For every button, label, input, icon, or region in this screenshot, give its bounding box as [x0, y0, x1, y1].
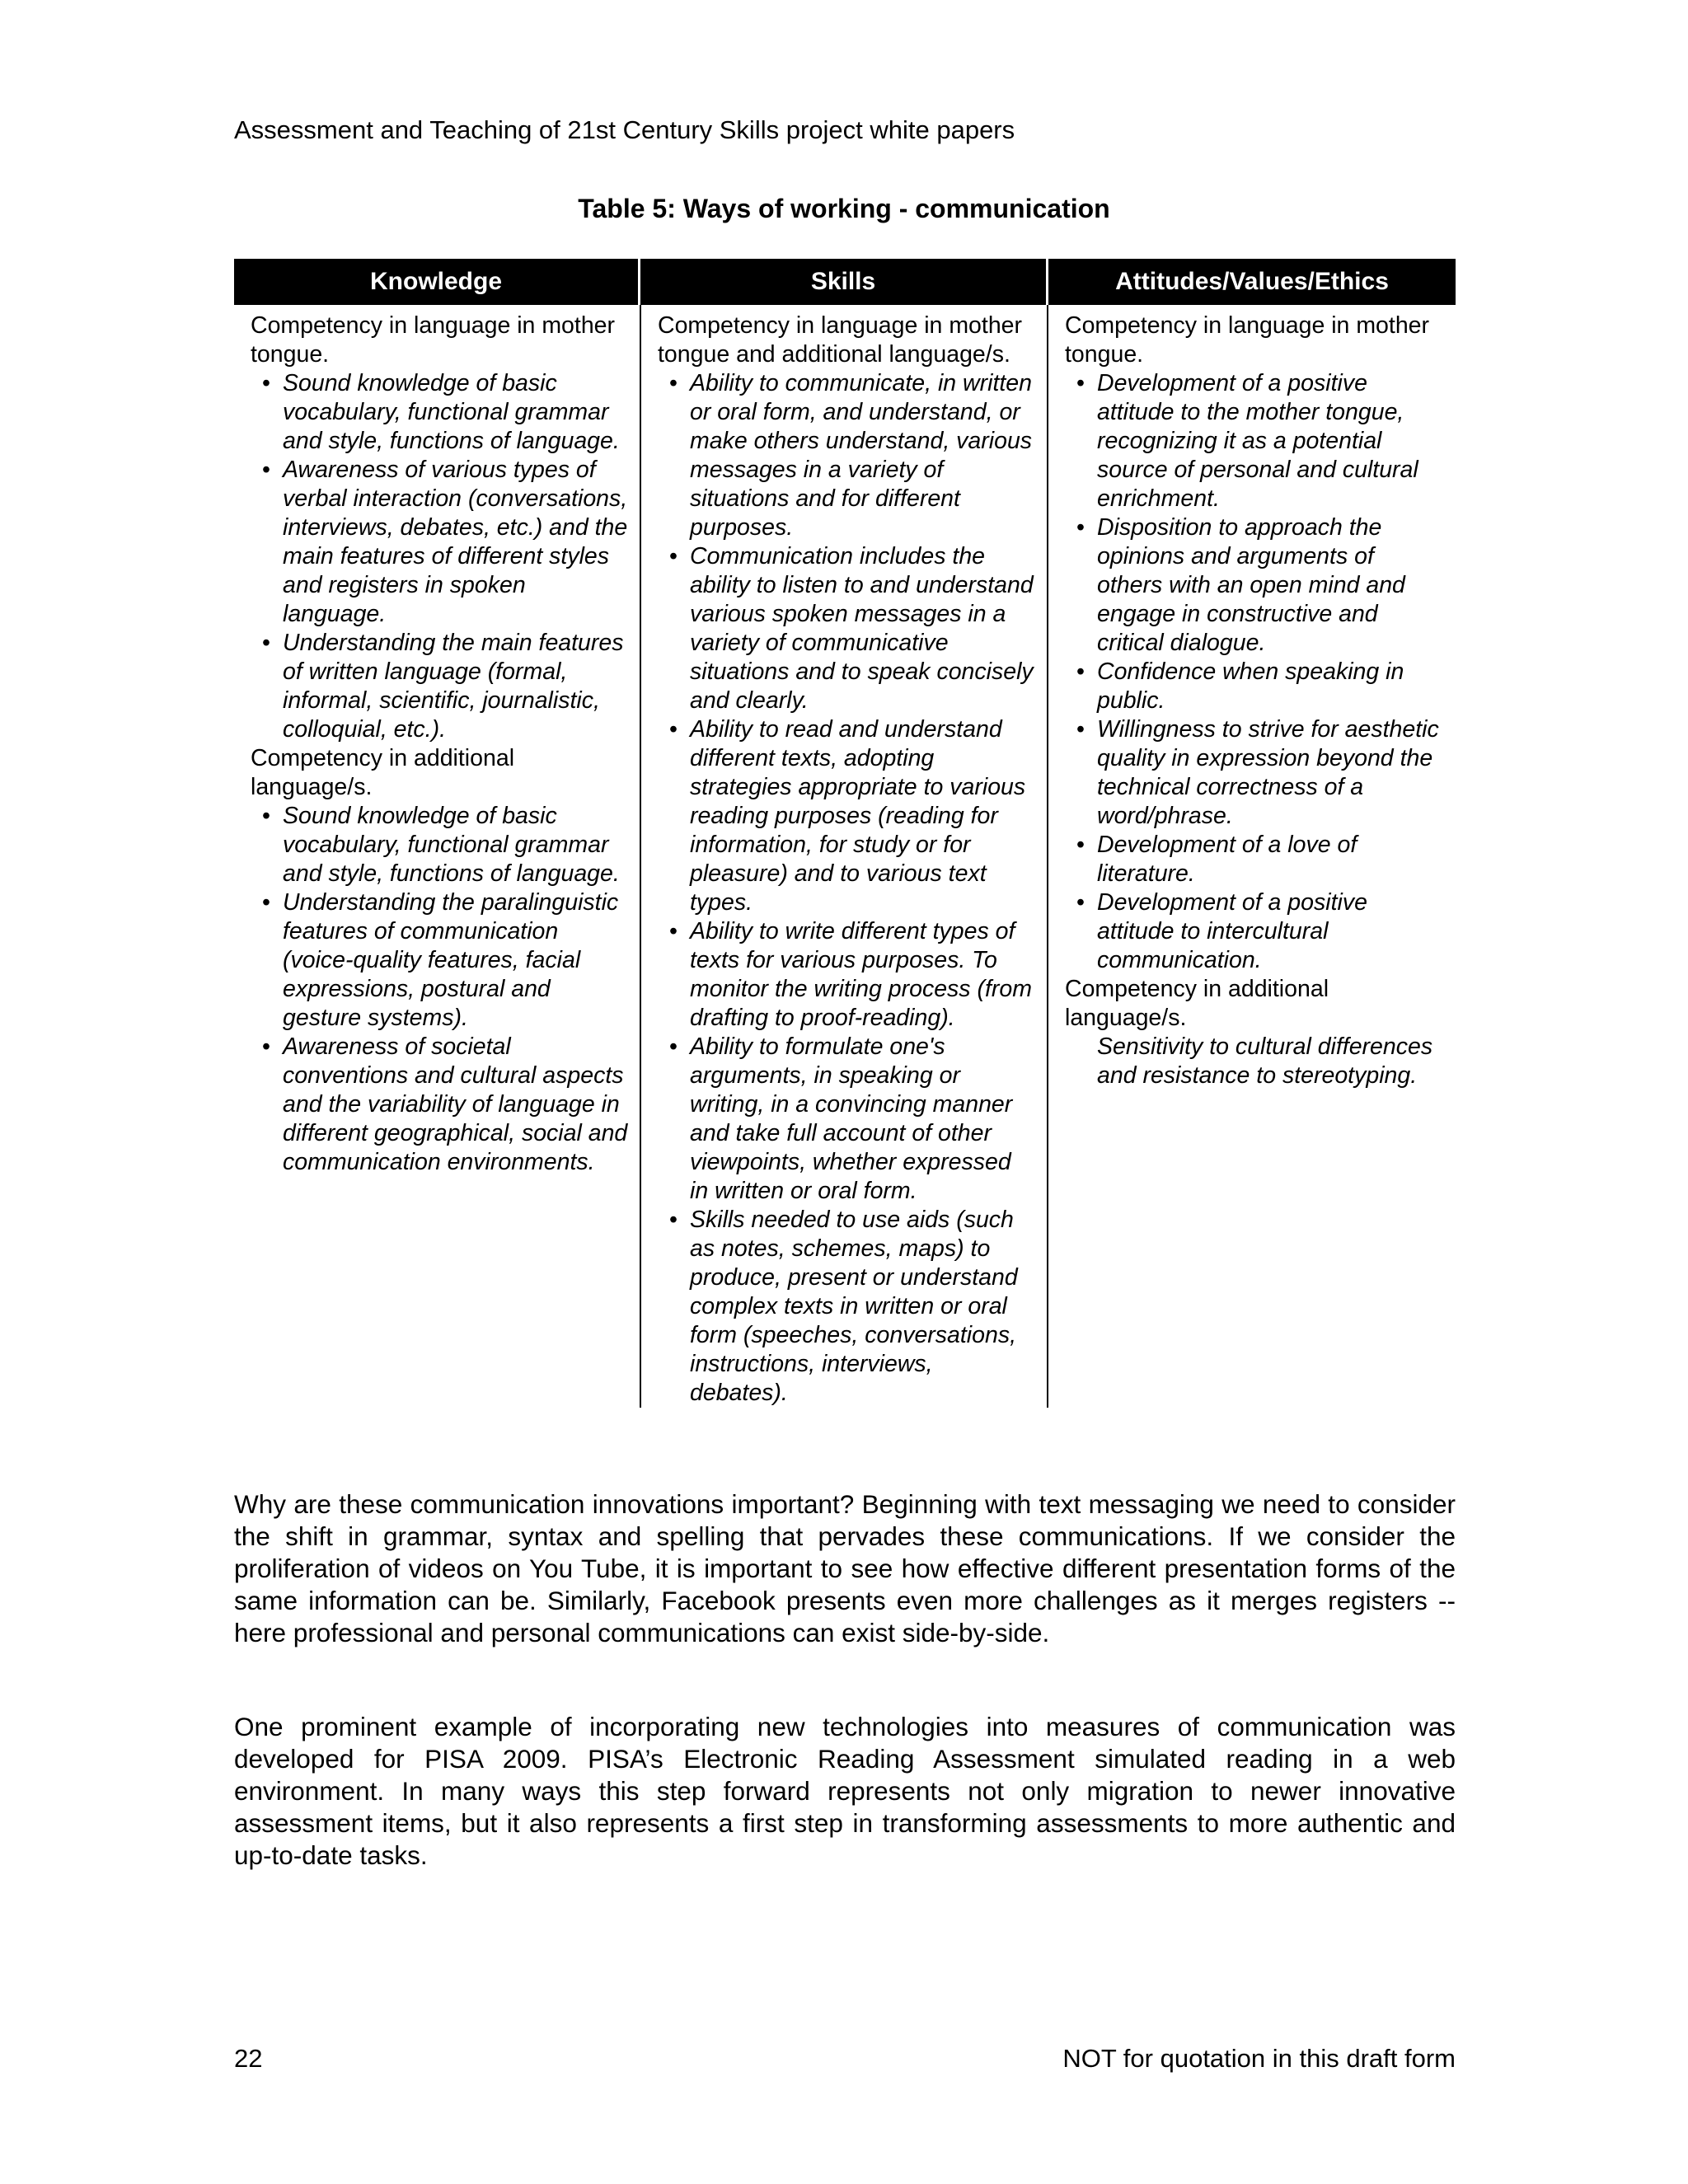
table-title: Table 5: Ways of working - communication — [578, 194, 1110, 223]
list-item: • Understanding the paralinguistic features of communication (voice-quality features, facial expressions, postural and gesture systems). — [251, 888, 628, 1033]
table-body-row — [234, 305, 1456, 1408]
list-item: • Ability to communicate, in written or oral form, and understand, or make others understand, various messages in a variety of situations and for different purposes. — [658, 369, 1035, 542]
list-item: • Disposition to approach the opinions and arguments of others with an open mind and engage in constructive and critical dialogue. — [1065, 513, 1444, 658]
list-item: • Development of a positive attitude to intercultural communication. — [1065, 888, 1444, 975]
list-item: • Communication includes the ability to listen to and understand various spoken messages in a variety of communicative situations and to speak concisely and clearly. — [658, 542, 1035, 715]
skills-bullet-list — [658, 369, 1035, 1408]
body-paragraph: Why are these communication innovations important? Beginning with text messaging we need to consider the shift in grammar, syntax and spelling that pervades these communications. If we consider the proliferation of videos on You Tube, it is important to see how effective different presentation forms of the same information can be. Similarly, Facebook presents even more challenges as it merges registers -- here professional and personal communications can exist side-by-side. — [234, 1489, 1456, 1647]
attitudes-additional-text: Sensitivity to cultural differences and resistance to stereotyping. — [1097, 1033, 1433, 1089]
knowledge-group-heading: Competency in language in mother tongue. — [251, 312, 616, 368]
knowledge-group-heading: Competency in additional language/s. — [251, 745, 515, 800]
knowledge-bullet-list — [251, 369, 628, 744]
attitudes-cell — [1047, 305, 1456, 1408]
list-item: • Awareness of various types of verbal interaction (conversations, interviews, debates, etc.) and the main features of different styles and registers in spoken language. — [251, 456, 628, 629]
skills-heading: Competency in language in mother tongue and additional language/s. — [658, 312, 1023, 368]
list-item: • Development of a positive attitude to the mother tongue, recognizing it as a potential source of personal and cultural enrichment. — [1065, 369, 1444, 513]
list-item: • Skills needed to use aids (such as notes, schemes, maps) to produce, present or understand complex texts in written or oral form (speeches, conversations, instructions, interviews, debates). — [658, 1206, 1035, 1408]
list-item: • Sound knowledge of basic vocabulary, functional grammar and style, functions of language. — [251, 802, 628, 888]
list-item: • Ability to read and understand different texts, adopting strategies appropriate to various reading purposes (reading for information, for study or for pleasure) and to various text types. — [658, 715, 1035, 917]
column-header-knowledge: Knowledge — [234, 259, 638, 305]
knowledge-cell — [234, 305, 640, 1408]
list-item: • Confidence when speaking in public. — [1065, 658, 1444, 715]
list-item: • Sound knowledge of basic vocabulary, functional grammar and style, functions of language. — [251, 369, 628, 456]
column-header-skills: Skills — [638, 259, 1046, 305]
page-number: 22 — [234, 2044, 263, 2073]
skills-cell — [640, 305, 1047, 1408]
communication-table — [234, 259, 1456, 1408]
list-item: • Awareness of societal conventions and cultural aspects and the variability of language in different geographical, social and communication environments. — [251, 1033, 628, 1177]
list-item: • Understanding the main features of written language (formal, informal, scientific, journalistic, colloquial, etc.). — [251, 629, 628, 744]
table-header-row — [234, 259, 1456, 305]
attitudes-group-heading: Competency in additional language/s. — [1065, 976, 1329, 1031]
attitudes-bullet-list — [1065, 369, 1444, 975]
attitudes-group-heading: Competency in language in mother tongue. — [1065, 312, 1430, 368]
body-paragraph: One prominent example of incorporating new technologies into measures of communication was developed for PISA 2009. PISA’s Electronic Reading Assessment simulated reading in a web environment. In many ways this step forward represents not only migration to newer innovative assessment items, but it also represents a first step in transforming assessments to more authentic and up-to-date tasks. — [234, 1712, 1456, 1870]
footer-notice: NOT for quotation in this draft form — [1062, 2044, 1456, 2073]
list-item: • Development of a love of literature. — [1065, 831, 1444, 888]
list-item: • Ability to formulate one's arguments, in speaking or writing, in a convincing manner and take full account of other viewpoints, whether expressed in written or oral form. — [658, 1033, 1035, 1206]
list-item: • Ability to write different types of texts for various purposes. To monitor the writing process (from drafting to proof-reading). — [658, 917, 1035, 1033]
knowledge-bullet-list — [251, 802, 628, 1177]
list-item: • Willingness to strive for aesthetic quality in expression beyond the technical correctness of a word/phrase. — [1065, 715, 1444, 831]
column-header-attitudes: Attitudes/Values/Ethics — [1046, 259, 1456, 305]
running-title: Assessment and Teaching of 21st Century Skills project white papers — [234, 115, 1015, 144]
